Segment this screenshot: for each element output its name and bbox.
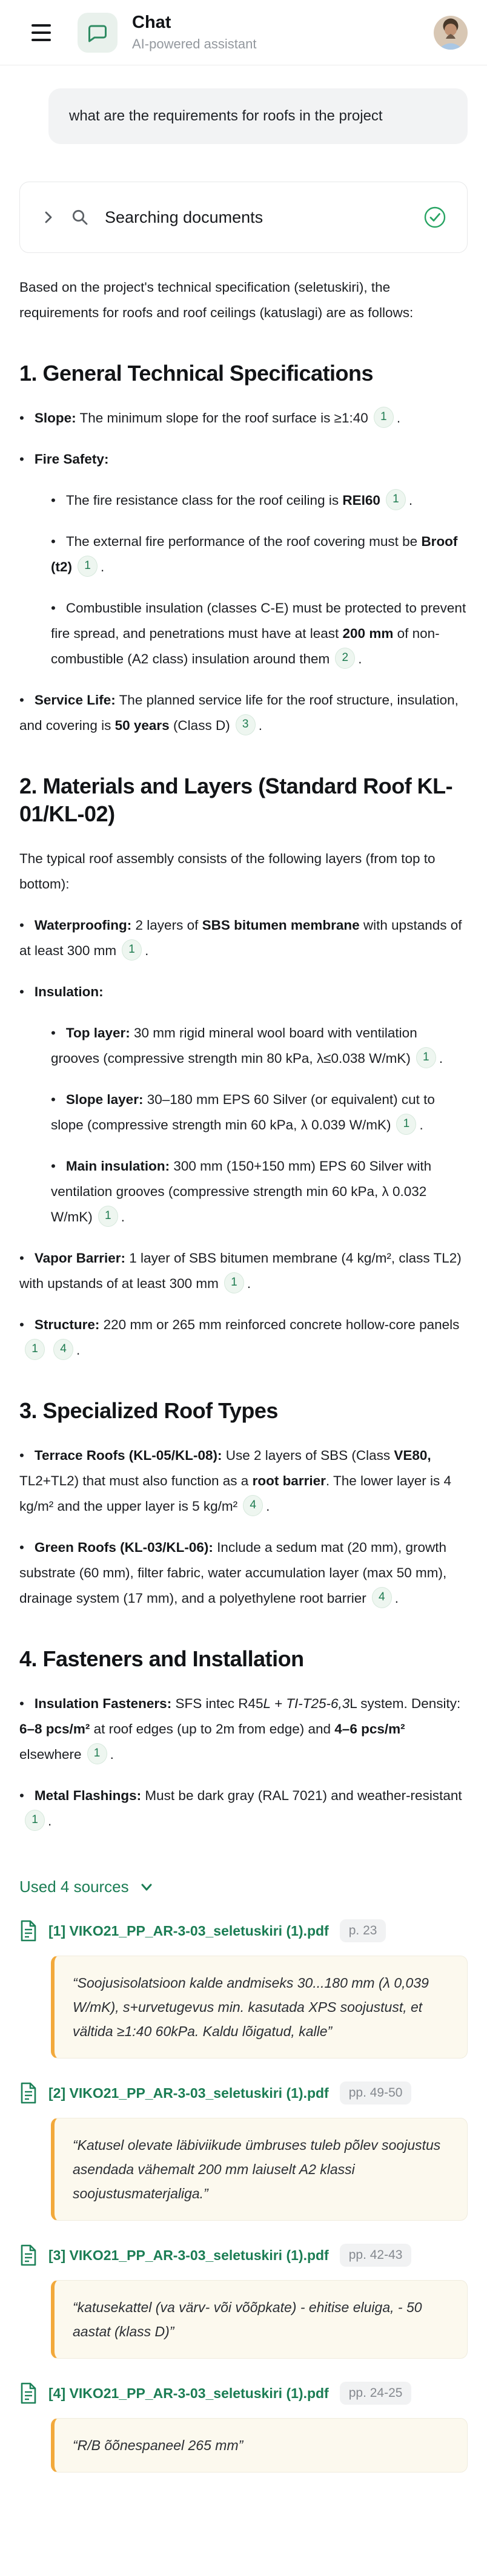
citation-badge[interactable]: 2 — [335, 648, 355, 669]
document-icon — [19, 2382, 38, 2404]
text: . — [419, 1117, 423, 1132]
bullet-dot: • — [19, 1250, 24, 1266]
document-icon — [19, 2244, 38, 2266]
text: 2 layers of — [131, 918, 202, 933]
document-icon — [19, 1920, 38, 1942]
text: . — [266, 1499, 270, 1514]
bold-text: 200 mm — [342, 626, 394, 641]
answer-bullet — [19, 1783, 468, 1834]
answer-paragraph — [19, 275, 468, 326]
chevron-down-icon — [139, 1879, 154, 1895]
used-sources-toggle[interactable] — [19, 1878, 154, 1896]
section-heading: 3. Specialized Roof Types — [19, 1398, 278, 1423]
bold-text: 50 years — [114, 718, 170, 733]
bold-text: Top layer: — [65, 1025, 130, 1040]
search-status-label: Searching documents — [105, 208, 263, 226]
answer-bullet — [19, 406, 468, 431]
bold-text: Terrace Roofs (KL-05/KL-08): — [34, 1448, 222, 1463]
page-badge: pp. 49-50 — [340, 2082, 412, 2104]
text: . The lower layer is 4 kg/m² and the upper layer is 5 kg/m² — [19, 1473, 452, 1514]
bullet-dot: • — [19, 918, 24, 933]
source-quote: “Soojusisolatsioon kalde andmiseks 30...180 mm (λ 0,039 W/mK), s+urvetugevus min. kasutada XPS soojustust, et vältida ≥1:40 60kPa. Kaldu lõigatud, kalle” — [51, 1956, 468, 2058]
answer-bullet — [51, 488, 468, 513]
bold-text: Fire Safety: — [34, 452, 109, 467]
page-badge: pp. 24-25 — [340, 2382, 412, 2405]
bold-text: 4–6 pcs/m² — [334, 1721, 405, 1736]
source-item — [19, 2382, 468, 2405]
text: . — [358, 651, 362, 666]
answer-bullet — [19, 979, 468, 1005]
source-file-link[interactable]: [4] VIKO21_PP_AR-3-03_seletuskiri (1).pdf — [48, 2385, 329, 2401]
answer-bullet — [19, 1443, 468, 1519]
hamburger-menu-icon[interactable] — [31, 24, 52, 41]
bullet-dot: • — [51, 1092, 56, 1107]
text: 30 mm rigid mineral wool board with ventilation grooves (compressive strength min 80 kPa, λ≤0.038 W/mK) — [51, 1025, 417, 1066]
search-icon — [71, 208, 89, 226]
page-title: Chat — [132, 13, 171, 33]
citation-badge[interactable]: 4 — [53, 1339, 73, 1360]
bullet-dot: • — [19, 1448, 24, 1463]
source-quote: “Katusel olevate läbiviikude ümbruses tuleb põlev soojustus asendada vähemalt 200 mm laiuselt A2 klassi soojustusmaterjaliga.” — [51, 2118, 468, 2221]
bullet-dot: • — [19, 1317, 24, 1332]
document-icon — [19, 2082, 38, 2104]
citation-badge[interactable]: 1 — [396, 1114, 416, 1135]
source-quote: “R/B õõnespaneel 265 mm” — [51, 2418, 468, 2472]
answer-bullet — [51, 529, 468, 580]
bold-text: 6–8 pcs/m² — [19, 1721, 90, 1736]
chevron-right-icon[interactable] — [41, 209, 56, 225]
source-list — [19, 1919, 468, 2472]
section-heading: 4. Fasteners and Installation — [19, 1646, 304, 1671]
citation-badge[interactable]: 1 — [25, 1339, 45, 1360]
source-item — [19, 1919, 468, 1942]
text: . — [394, 1591, 399, 1606]
source-file-link[interactable]: [3] VIKO21_PP_AR-3-03_seletuskiri (1).pdf — [48, 2247, 329, 2263]
answer-bullet — [19, 1246, 468, 1296]
bullet-dot: • — [51, 600, 56, 616]
source-item — [19, 2082, 468, 2104]
page-badge: pp. 42-43 — [340, 2244, 412, 2267]
bold-text: Green Roofs (KL-03/KL-06): — [34, 1540, 213, 1555]
bullet-dot: • — [19, 692, 24, 708]
bold-text: Insulation: — [34, 984, 104, 999]
bold-text: Broof (t2) — [51, 534, 458, 574]
app-header — [0, 0, 487, 65]
text: . — [396, 410, 401, 426]
citation-badge[interactable]: 1 — [98, 1206, 118, 1227]
check-circle-icon — [423, 206, 446, 229]
bold-text: Vapor Barrier: — [34, 1250, 125, 1266]
answer-bullet — [51, 1087, 468, 1138]
text: L system. Density: — [350, 1696, 461, 1711]
chat-area — [0, 88, 487, 2509]
answer-bullet — [51, 596, 468, 672]
answer-bullet — [19, 688, 468, 738]
text: . — [76, 1342, 81, 1358]
text: Use 2 layers of SBS (Class — [222, 1448, 394, 1463]
text: Combustible insulation (classes C-E) must be protected to prevent fire spread, and penetrations must have at least — [51, 600, 466, 641]
bullet-dot: • — [51, 1158, 56, 1174]
bold-text: Main insulation: — [65, 1158, 170, 1174]
citation-badge[interactable]: 1 — [87, 1743, 107, 1764]
bold-text: Waterproofing: — [34, 918, 132, 933]
text: . — [258, 718, 262, 733]
bold-text: Slope layer: — [65, 1092, 144, 1107]
page-badge: p. 23 — [340, 1919, 386, 1942]
text: SFS intec R45 — [171, 1696, 263, 1711]
assistant-answer — [19, 275, 468, 1834]
citation-badge[interactable]: 3 — [236, 714, 256, 735]
italic-text: L + TI-T25-6,3 — [263, 1696, 350, 1711]
text: of non-combustible (A2 class) insulation around them — [51, 626, 440, 666]
citation-badge[interactable]: 1 — [78, 556, 98, 577]
bullet-dot: • — [19, 1696, 24, 1711]
text: with upstands of at least 300 mm — [19, 918, 462, 958]
bold-text: Service Life: — [34, 692, 116, 708]
bullet-dot: • — [51, 1025, 56, 1040]
answer-bullet — [19, 1312, 468, 1363]
answer-bullet — [51, 1020, 468, 1071]
text: 30–180 mm EPS 60 Silver (or equivalent) cut to slope (compressive strength min 60 kPa, λ 0.039 W/mK) — [51, 1092, 435, 1132]
citation-badge[interactable]: 4 — [243, 1495, 263, 1516]
answer-bullet — [19, 1535, 468, 1611]
bold-text: Structure: — [34, 1317, 100, 1332]
bullet-dot: • — [19, 1540, 24, 1555]
bullet-dot: • — [19, 452, 24, 467]
text: Include a sedum mat (20 mm), growth substrate (60 mm), filter fabric, water accumulation layer (max 50 mm), drainage system (17 mm), and a polyethylene root barrier — [19, 1540, 447, 1606]
text: . — [110, 1747, 114, 1762]
text: . — [439, 1051, 443, 1066]
source-quote: “katusekattel (va värv- või võõpkate) - ehitise eluiga, - 50 aastat (klass D)” — [51, 2280, 468, 2359]
answer-bullet — [19, 447, 468, 472]
source-file-link[interactable]: [1] VIKO21_PP_AR-3-03_seletuskiri (1).pdf — [48, 1922, 329, 1939]
user-message: what are the requirements for roofs in the project — [48, 88, 468, 144]
text: . — [408, 493, 413, 508]
citation-badge[interactable]: 1 — [416, 1047, 436, 1068]
bold-text: root barrier — [252, 1473, 326, 1488]
citation-badge[interactable]: 1 — [374, 407, 394, 428]
answer-paragraph — [19, 846, 468, 897]
bold-text: Insulation Fasteners: — [34, 1696, 172, 1711]
source-file-link[interactable]: [2] VIKO21_PP_AR-3-03_seletuskiri (1).pdf — [48, 2085, 329, 2101]
bold-text: VE80, — [394, 1448, 431, 1463]
answer-bullet — [19, 1691, 468, 1767]
text: The typical roof assembly consists of the following layers (from top to bottom): — [19, 851, 436, 892]
bullet-dot: • — [51, 493, 56, 508]
chat-bubble-icon — [85, 21, 110, 45]
text: . — [48, 1813, 52, 1828]
search-status-widget[interactable] — [19, 182, 468, 253]
chat-app-icon — [78, 13, 118, 53]
text: . — [247, 1276, 251, 1291]
bold-text: SBS bitumen membrane — [202, 918, 360, 933]
citation-badge[interactable]: 4 — [372, 1587, 392, 1608]
source-item — [19, 2244, 468, 2267]
user-avatar[interactable] — [434, 16, 468, 50]
used-sources-label: Used 4 sources — [19, 1878, 129, 1896]
bold-text: REI60 — [342, 493, 380, 508]
citation-badge[interactable]: 1 — [386, 489, 406, 510]
text: The planned service life for the roof structure, insulation, and covering is — [19, 692, 459, 733]
bullet-dot: • — [19, 410, 24, 426]
text: TL2+TL2) that must also function as a — [19, 1473, 253, 1488]
section-heading: 1. General Technical Specifications — [19, 361, 374, 386]
bold-text: Metal Flashings: — [34, 1788, 142, 1803]
bullet-dot: • — [19, 984, 24, 999]
text: The fire resistance class for the roof ceiling is — [65, 493, 343, 508]
text: (Class D) — [169, 718, 230, 733]
text: The external fire performance of the roof covering must be — [65, 534, 422, 549]
text: 300 mm (150+150 mm) EPS 60 Silver with ventilation grooves (compressive strength min 60 kPa, λ 0.032 W/mK) — [51, 1158, 432, 1224]
answer-bullet — [51, 1154, 468, 1230]
citation-badge[interactable]: 1 — [122, 939, 142, 961]
answer-bullet — [19, 913, 468, 964]
bullet-dot: • — [51, 534, 56, 549]
text: elsewhere — [19, 1747, 82, 1762]
bold-text: Slope: — [34, 410, 76, 426]
text: The minimum slope for the roof surface is ≥1:40 — [76, 410, 368, 426]
text: Based on the project's technical specification (seletuskiri), the requirements for roofs and roof ceilings (katuslagi) are as follows: — [19, 280, 414, 320]
text: . — [145, 943, 149, 958]
text: 220 mm or 265 mm reinforced concrete hollow-core panels — [99, 1317, 460, 1332]
text: 1 layer of SBS bitumen membrane (4 kg/m², class TL2) with upstands of at least 300 mm — [19, 1250, 462, 1291]
section-heading: 2. Materials and Layers (Standard Roof KL-01/KL-02) — [19, 774, 453, 826]
text: . — [121, 1209, 125, 1224]
citation-badge[interactable]: 1 — [25, 1810, 45, 1831]
citation-badge[interactable]: 1 — [224, 1272, 244, 1293]
page-subtitle: AI-powered assistant — [132, 36, 257, 51]
text: Must be dark gray (RAL 7021) and weather-resistant — [141, 1788, 462, 1803]
text: at roof edges (up to 2m from edge) and — [90, 1721, 335, 1736]
text: . — [101, 559, 105, 574]
bullet-dot: • — [19, 1788, 24, 1803]
